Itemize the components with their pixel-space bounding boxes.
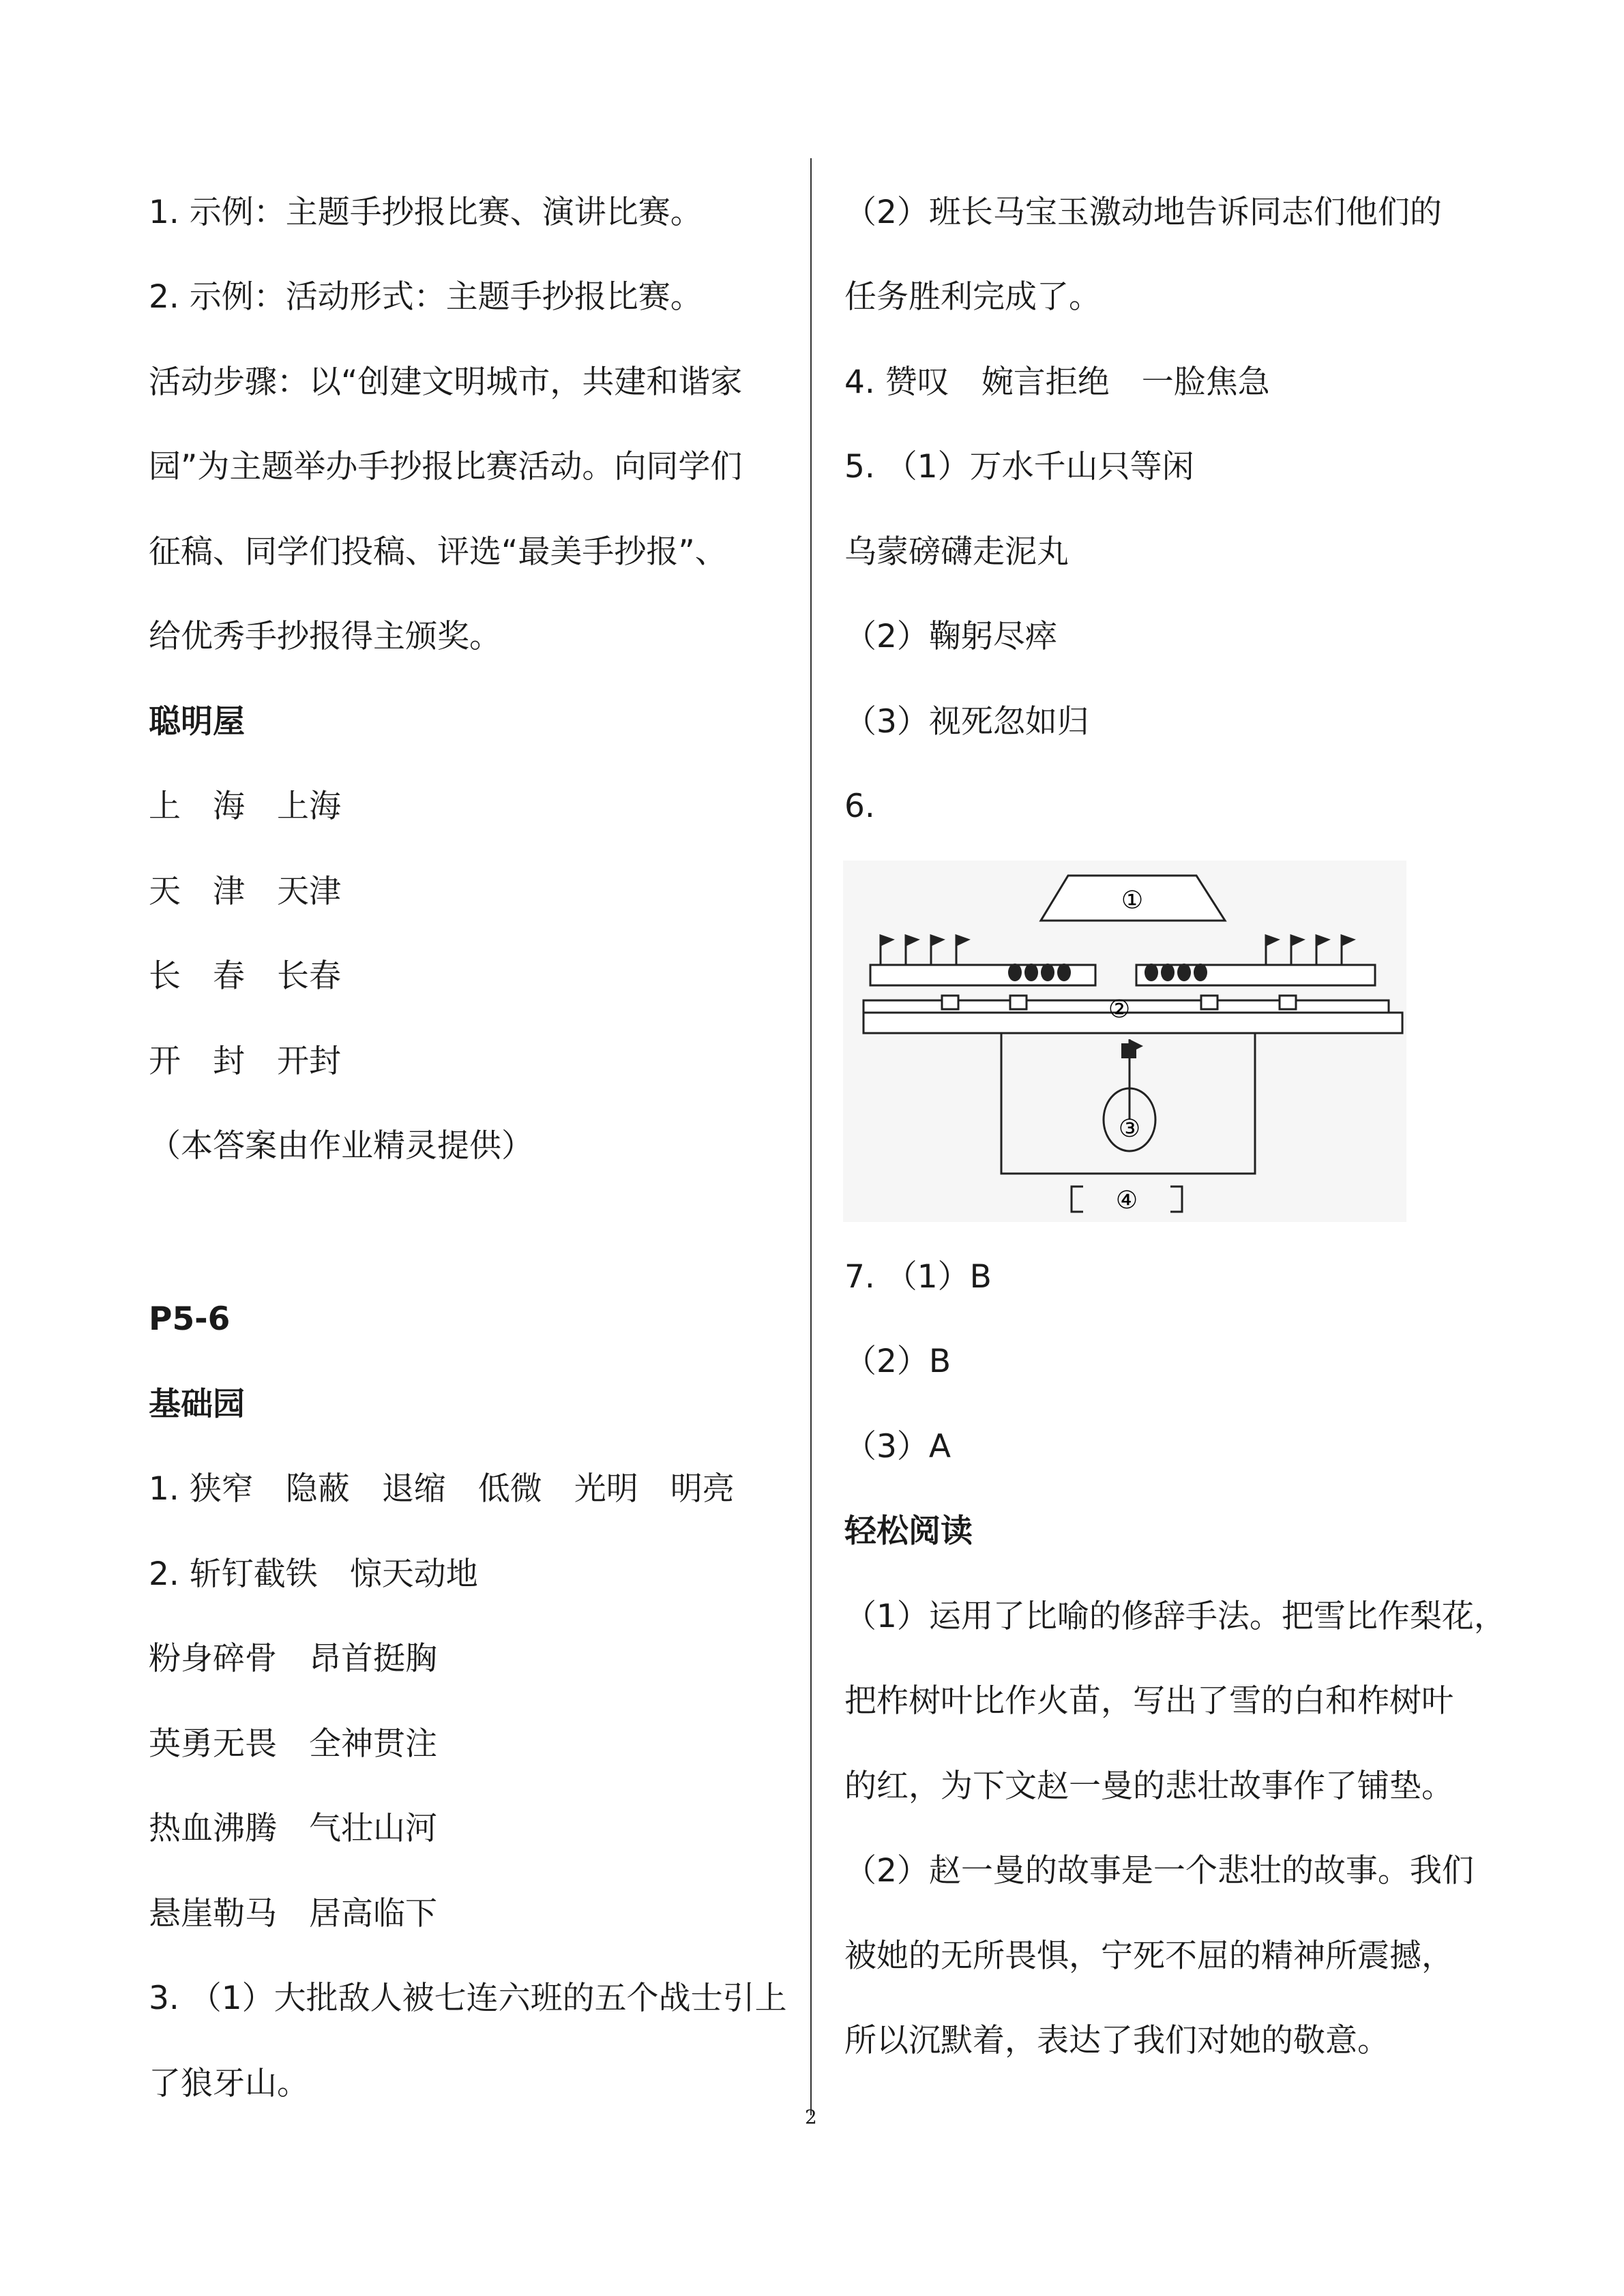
answer-line: （3）A — [844, 1428, 951, 1465]
label-1: ① — [1121, 886, 1144, 914]
answer-line: 5. （1）万水千山只等闲 — [844, 448, 1194, 486]
road-lower — [863, 1013, 1402, 1033]
answer-line: （2）赵一曼的故事是一个悲壮的故事。我们 — [844, 1852, 1474, 1890]
answer-line: 1. 狭窄 隐蔽 退缩 低微 光明 明亮 — [149, 1470, 735, 1508]
answer-line: 4. 赞叹 婉言拒绝 一脸焦急 — [844, 363, 1270, 401]
page-range-heading: P5-6 — [149, 1300, 231, 1338]
answer-line: 活动步骤：以“创建文明城市，共建和谐家 — [149, 363, 743, 401]
section-heading: 基础园 — [149, 1386, 245, 1423]
label-4: ④ — [1115, 1187, 1138, 1214]
answer-line: 了狼牙山。 — [149, 2065, 309, 2102]
label-2: ② — [1108, 996, 1131, 1024]
answer-line: 3. （1）大批敌人被七连六班的五个战士引上 — [149, 1980, 787, 2017]
answer-line: 7. （1）B — [844, 1258, 992, 1296]
answer-line: 被她的无所畏惧，宁死不屈的精神所震撼， — [844, 1937, 1453, 1975]
answer-line: 悬崖勒马 居高临下 — [149, 1895, 437, 1933]
credit-note: （本答案由作业精灵提供） — [149, 1127, 533, 1165]
ceremony-diagram-svg — [843, 861, 1406, 1222]
answer-line: 长 春 长春 — [149, 957, 341, 995]
answer-line: 征稿、同学们投稿、评选“最美手抄报”、 — [149, 533, 727, 571]
answer-line: 的红，为下文赵一曼的悲壮故事作了铺垫。 — [844, 1768, 1453, 1805]
answer-line: 英勇无畏 全神贯注 — [149, 1725, 437, 1763]
answer-line: 乌蒙磅礴走泥丸 — [844, 533, 1069, 571]
column-divider — [810, 158, 812, 2115]
answer-line: 给优秀手抄报得主颁奖。 — [149, 618, 501, 655]
answer-line: 把柞树叶比作火苗，写出了雪的白和柞树叶 — [844, 1682, 1453, 1720]
answer-line: （2）班长马宝玉激动地告诉同志们他们的 — [844, 194, 1442, 231]
answer-line: 粉身碎骨 昂首挺胸 — [149, 1640, 437, 1678]
section-heading: 聪明屋 — [149, 703, 245, 741]
answer-line: 6. — [844, 788, 875, 825]
flags-right — [1266, 936, 1353, 965]
answer-line: 热血沸腾 气壮山河 — [149, 1810, 437, 1847]
answer-line: （1）运用了比喻的修辞手法。把雪比作梨花， — [844, 1598, 1506, 1635]
answer-line: （2）鞠躬尽瘁 — [844, 618, 1057, 655]
answer-line: 所以沉默着，表达了我们对她的敬意。 — [844, 2022, 1389, 2059]
answer-line: 2. 示例：活动形式：主题手抄报比赛。 — [149, 278, 703, 316]
answer-line: 任务胜利完成了。 — [844, 278, 1101, 316]
page-number: 2 — [805, 2106, 817, 2128]
flags-left — [881, 936, 968, 965]
answer-line: 上 海 上海 — [149, 788, 341, 825]
answer-line: 1. 示例：主题手抄报比赛、演讲比赛。 — [149, 194, 703, 231]
answer-line: （3）视死忽如归 — [844, 703, 1089, 741]
answer-line: 园”为主题举办手抄报比赛活动。向同学们 — [149, 448, 743, 486]
ceremony-diagram — [843, 861, 1406, 1222]
section-heading: 轻松阅读 — [844, 1512, 973, 1550]
answer-line: 2. 斩钉截铁 惊天动地 — [149, 1555, 478, 1593]
label-3: ③ — [1118, 1115, 1141, 1143]
answer-line: 开 封 开封 — [149, 1043, 341, 1080]
answer-line: 天 津 天津 — [149, 873, 341, 910]
answer-line: （2）B — [844, 1343, 951, 1380]
